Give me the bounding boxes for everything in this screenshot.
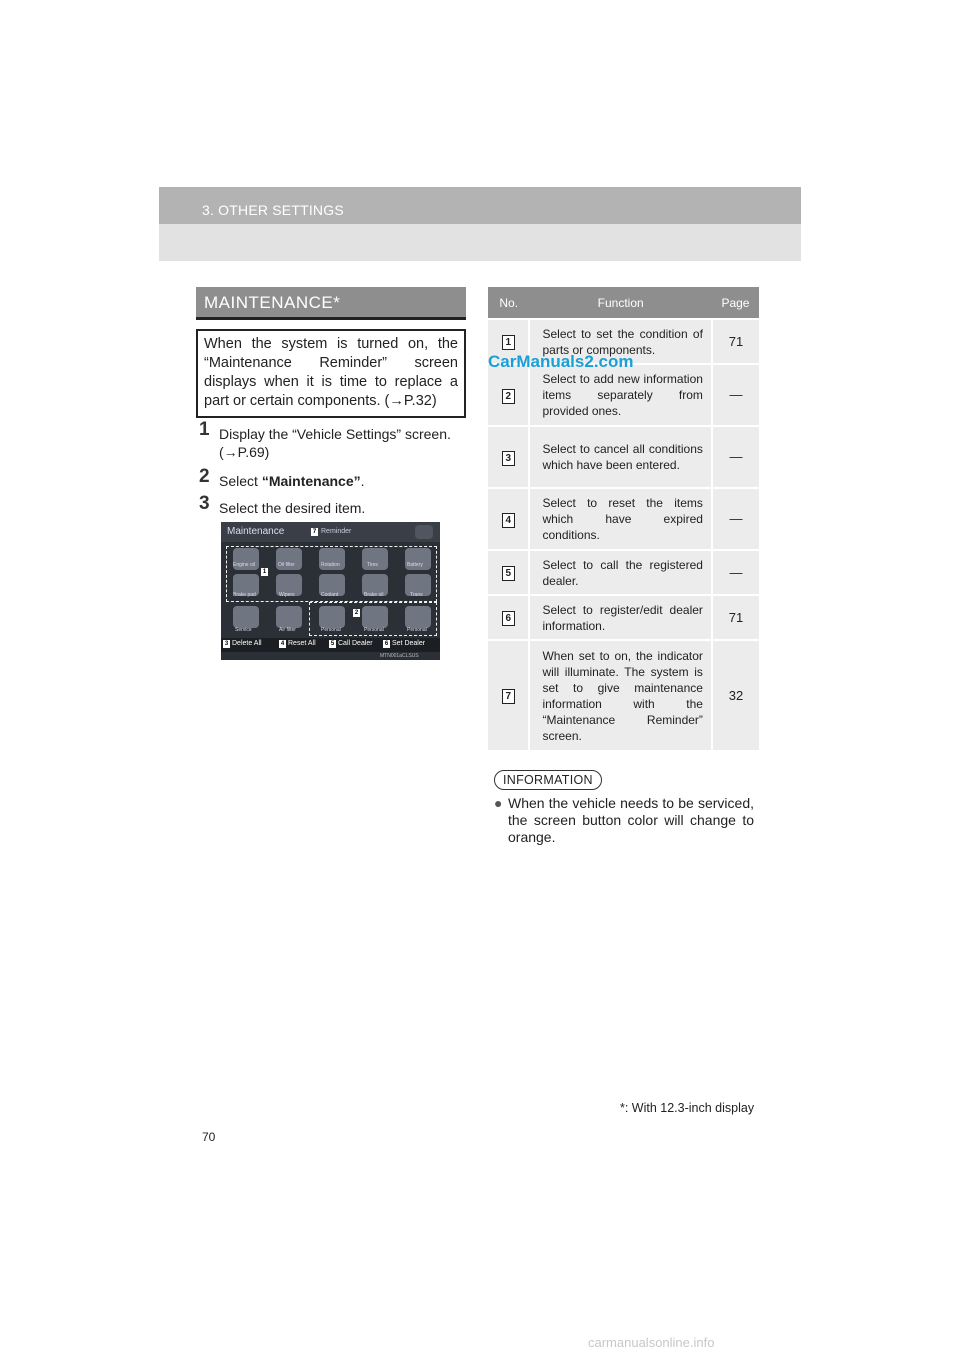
callout-1: 1 [262,569,267,575]
information-text: When the vehicle needs to be serviced, the screen button color will change to orange. [508,795,754,845]
call-dealer-label: Call Dealer [338,640,373,647]
step-number: 1 [199,419,210,440]
personal-icon [405,606,431,628]
watermark-logo: CarManuals2.com [488,352,634,371]
function-cell: Select to reset the items which have expired conditions. [529,488,711,550]
table-row [488,426,759,488]
callout-4: 4 [280,641,285,647]
function-cell: Select to register/edit dealer information. [529,595,711,640]
item-label: Oil filter [278,562,295,568]
column-header: Page [712,287,759,319]
row-number: 2 [502,389,515,404]
row-number: 5 [502,566,515,581]
step-text: Select the desired item. [219,500,366,516]
page-cell: — [712,488,759,550]
row-number: 7 [502,689,515,704]
item-label: Wipers [279,592,295,598]
row-number: 3 [502,451,515,466]
item-label: Coolant [321,592,339,598]
header-band [159,224,801,261]
item-label: Battery [407,562,423,568]
step-text: Select “Maintenance”. [219,473,365,489]
maintenance-screen-image [221,522,440,660]
row-number: 1 [502,335,515,350]
row-number: 4 [502,513,515,528]
page-cell: 71 [712,595,759,640]
page-cell: 32 [712,640,759,750]
footnote: *: With 12.3-inch display [620,1101,755,1115]
air-filter-icon [276,606,302,628]
function-cell: Select to set the condition of parts or components. [529,319,711,364]
bottom-watermark: carmanualsonline.info [588,1335,715,1350]
page-cell: — [712,550,759,595]
table-header-row [488,287,759,319]
item-label: Trans [410,592,423,598]
table-row [488,364,759,426]
section-header: 3. OTHER SETTINGS [202,202,344,218]
page-cell: — [712,364,759,426]
section-rule [196,317,466,320]
personal-icon [362,606,388,628]
callout-3: 3 [224,641,229,647]
personal-icon [319,606,345,628]
function-cell: Select to call the registered dealer. [529,550,711,595]
table-row [488,595,759,640]
item-label: Personal [364,627,384,633]
section-title-bar [196,287,466,317]
item-label: Personal [407,627,427,633]
item-label: Air filter [279,627,296,633]
table-row [488,550,759,595]
set-dealer-label: Set Dealer [392,640,426,647]
image-code: MTN001aCLSUS [380,653,419,659]
callout-2: 2 [354,610,359,616]
delete-all-label: Delete All [232,640,262,647]
page-cell: 71 [712,319,759,364]
item-label: Rotation [321,562,340,568]
callout-5: 5 [330,641,335,647]
function-cell: Select to cancel all conditions which have been entered. [529,426,711,488]
column-header: Function [529,287,711,319]
table-row [488,488,759,550]
reset-all-label: Reset All [288,640,316,647]
service-icon [233,606,259,628]
reminder-label: Reminder [321,528,352,535]
screen-title: Maintenance [227,526,285,537]
item-label: Tires [367,562,378,568]
item-label: Service [235,627,252,633]
item-label: Personal [321,627,341,633]
page-number: 70 [202,1130,216,1144]
bullet-icon: ● [494,795,503,811]
page-cell: — [712,426,759,488]
information-note [494,795,754,846]
function-cell: When set to on, the indicator will illuminate. The system is set to give maintenance information with the “Maintenance Reminder” screen. [529,640,711,750]
row-number: 6 [502,611,515,626]
back-icon [415,525,433,539]
item-label: Brake pad [233,592,256,598]
item-label: Engine oil [233,562,255,568]
step-text-cont: (→P.69) [219,444,270,460]
intro-box: When the system is turned on, the “Maintenance Reminder” screen displays when it is time to replace a part or certain components. (→P.32) [196,329,466,418]
item-label: Brake oil [364,592,384,598]
step-number: 2 [199,466,210,487]
callout-6: 6 [384,641,389,647]
function-cell: Select to add new information items separately from provided ones. [529,364,711,426]
column-header: No. [488,287,529,319]
step-number: 3 [199,493,210,514]
callout-7: 7 [312,529,317,535]
table-row [488,640,759,750]
section-title: MAINTENANCE* [204,293,341,312]
step-text: Display the “Vehicle Settings” screen. [219,426,451,442]
information-label: INFORMATION [494,770,602,790]
